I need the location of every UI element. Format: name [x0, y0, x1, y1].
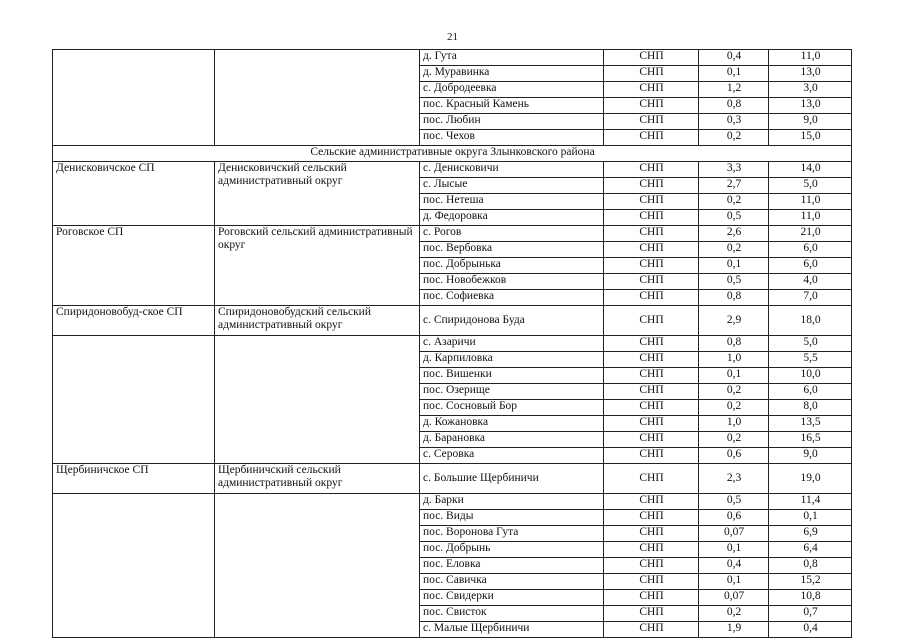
- settlement-name: пос. Чехов: [420, 130, 604, 146]
- settlement-name: с. Большие Щербиничи: [420, 464, 604, 494]
- settlement-type: СНП: [604, 274, 699, 290]
- settlement-type: СНП: [604, 50, 699, 66]
- settlement-type: СНП: [604, 574, 699, 590]
- value-2: 11,0: [769, 210, 852, 226]
- value-2: 14,0: [769, 162, 852, 178]
- settlement-type: СНП: [604, 526, 699, 542]
- settlements-table: [52, 49, 852, 638]
- table-row: [53, 336, 852, 352]
- value-2: 6,4: [769, 542, 852, 558]
- value-1: 0,8: [699, 336, 769, 352]
- value-1: 0,5: [699, 210, 769, 226]
- value-2: 5,0: [769, 178, 852, 194]
- value-1: 0,2: [699, 242, 769, 258]
- value-1: 0,4: [699, 50, 769, 66]
- value-2: 0,8: [769, 558, 852, 574]
- table-row: [53, 494, 852, 510]
- value-1: 0,1: [699, 66, 769, 82]
- value-2: 0,7: [769, 606, 852, 622]
- value-2: 11,4: [769, 494, 852, 510]
- value-2: 0,1: [769, 510, 852, 526]
- value-2: 6,0: [769, 242, 852, 258]
- settlement-name: пос. Виды: [420, 510, 604, 526]
- settlement-type: СНП: [604, 66, 699, 82]
- settlement-name: пос. Нетеша: [420, 194, 604, 210]
- settlement-name: пос. Вербовка: [420, 242, 604, 258]
- settlement-type: СНП: [604, 590, 699, 606]
- settlement-type: СНП: [604, 336, 699, 352]
- value-2: 13,5: [769, 416, 852, 432]
- settlement-type: СНП: [604, 494, 699, 510]
- settlement-unit-empty: [53, 336, 215, 464]
- settlement-type: СНП: [604, 210, 699, 226]
- settlement-name: пос. Еловка: [420, 558, 604, 574]
- value-1: 0,5: [699, 274, 769, 290]
- district-empty: [215, 50, 420, 146]
- value-2: 8,0: [769, 400, 852, 416]
- value-1: 1,9: [699, 622, 769, 638]
- value-1: 1,2: [699, 82, 769, 98]
- settlement-name: пос. Добрынь: [420, 542, 604, 558]
- settlement-unit: Денисковичское СП: [53, 162, 215, 226]
- value-1: 0,4: [699, 558, 769, 574]
- settlement-type: СНП: [604, 448, 699, 464]
- section-row: [53, 146, 852, 162]
- value-1: 0,1: [699, 574, 769, 590]
- district: Щербиничский сельский административный округ: [215, 464, 420, 494]
- settlement-name: пос. Савичка: [420, 574, 604, 590]
- value-1: 0,5: [699, 494, 769, 510]
- value-1: 2,3: [699, 464, 769, 494]
- value-1: 0,1: [699, 368, 769, 384]
- settlement-name: пос. Воронова Гута: [420, 526, 604, 542]
- settlement-name: д. Барановка: [420, 432, 604, 448]
- value-1: 0,1: [699, 542, 769, 558]
- section-heading: Сельские административные округа Злынковского района: [53, 146, 852, 162]
- value-1: 0,2: [699, 194, 769, 210]
- value-2: 10,0: [769, 368, 852, 384]
- value-1: 0,2: [699, 400, 769, 416]
- settlement-type: СНП: [604, 178, 699, 194]
- value-2: 6,9: [769, 526, 852, 542]
- value-2: 4,0: [769, 274, 852, 290]
- settlement-type: СНП: [604, 542, 699, 558]
- value-1: 0,2: [699, 130, 769, 146]
- page-number: 21: [447, 31, 458, 43]
- value-2: 9,0: [769, 448, 852, 464]
- value-2: 5,5: [769, 352, 852, 368]
- table-row: [53, 226, 852, 242]
- value-2: 3,0: [769, 82, 852, 98]
- settlement-type: СНП: [604, 558, 699, 574]
- settlement-type: СНП: [604, 114, 699, 130]
- table-row: [53, 162, 852, 178]
- value-2: 6,0: [769, 258, 852, 274]
- value-1: 1,0: [699, 416, 769, 432]
- value-1: 2,7: [699, 178, 769, 194]
- value-2: 13,0: [769, 66, 852, 82]
- settlement-type: СНП: [604, 464, 699, 494]
- value-1: 0,2: [699, 384, 769, 400]
- settlement-type: СНП: [604, 606, 699, 622]
- settlement-name: д. Гута: [420, 50, 604, 66]
- table-row: [53, 306, 852, 336]
- settlement-type: СНП: [604, 622, 699, 638]
- settlement-name: пос. Сосновый Бор: [420, 400, 604, 416]
- settlement-name: пос. Софиевка: [420, 290, 604, 306]
- value-1: 3,3: [699, 162, 769, 178]
- settlement-name: с. Денисковичи: [420, 162, 604, 178]
- value-1: 0,6: [699, 448, 769, 464]
- settlement-name: пос. Свисток: [420, 606, 604, 622]
- settlement-name: с. Добродеевка: [420, 82, 604, 98]
- value-2: 15,0: [769, 130, 852, 146]
- settlement-name: пос. Красный Камень: [420, 98, 604, 114]
- value-2: 10,8: [769, 590, 852, 606]
- settlement-type: СНП: [604, 368, 699, 384]
- settlement-type: СНП: [604, 194, 699, 210]
- value-1: 2,6: [699, 226, 769, 242]
- value-2: 6,0: [769, 384, 852, 400]
- settlement-name: пос. Новобежков: [420, 274, 604, 290]
- value-2: 18,0: [769, 306, 852, 336]
- settlement-name: д. Карпиловка: [420, 352, 604, 368]
- value-2: 11,0: [769, 194, 852, 210]
- district: Спиридоновобудский сельский административный округ: [215, 306, 420, 336]
- value-1: 1,0: [699, 352, 769, 368]
- value-2: 5,0: [769, 336, 852, 352]
- settlement-type: СНП: [604, 400, 699, 416]
- settlement-name: пос. Любин: [420, 114, 604, 130]
- settlement-unit: Роговское СП: [53, 226, 215, 306]
- value-2: 16,5: [769, 432, 852, 448]
- district: Роговский сельский административный округ: [215, 226, 420, 306]
- settlement-name: пос. Добрынька: [420, 258, 604, 274]
- settlement-type: СНП: [604, 432, 699, 448]
- settlement-unit: Спиридоновобуд-ское СП: [53, 306, 215, 336]
- value-1: 0,2: [699, 432, 769, 448]
- settlement-type: СНП: [604, 306, 699, 336]
- value-1: 0,1: [699, 258, 769, 274]
- settlement-type: СНП: [604, 290, 699, 306]
- settlement-type: СНП: [604, 416, 699, 432]
- settlement-name: с. Азаричи: [420, 336, 604, 352]
- settlement-type: СНП: [604, 162, 699, 178]
- district: Денисковичский сельский административный округ: [215, 162, 420, 226]
- settlement-name: с. Серовка: [420, 448, 604, 464]
- district-empty: [215, 336, 420, 464]
- value-2: 7,0: [769, 290, 852, 306]
- value-2: 11,0: [769, 50, 852, 66]
- settlement-name: д. Кожановка: [420, 416, 604, 432]
- value-1: 0,3: [699, 114, 769, 130]
- table-row: [53, 50, 852, 66]
- settlement-type: СНП: [604, 510, 699, 526]
- value-1: 0,07: [699, 526, 769, 542]
- value-2: 15,2: [769, 574, 852, 590]
- settlement-name: с. Спиридонова Буда: [420, 306, 604, 336]
- value-1: 0,2: [699, 606, 769, 622]
- settlement-name: д. Барки: [420, 494, 604, 510]
- value-1: 0,07: [699, 590, 769, 606]
- settlement-type: СНП: [604, 82, 699, 98]
- value-1: 0,8: [699, 98, 769, 114]
- value-2: 13,0: [769, 98, 852, 114]
- settlement-name: пос. Вишенки: [420, 368, 604, 384]
- value-1: 2,9: [699, 306, 769, 336]
- value-1: 0,8: [699, 290, 769, 306]
- settlement-type: СНП: [604, 352, 699, 368]
- settlement-name: пос. Озерище: [420, 384, 604, 400]
- settlement-name: д. Федоровка: [420, 210, 604, 226]
- settlement-unit-empty: [53, 50, 215, 146]
- value-2: 21,0: [769, 226, 852, 242]
- settlement-type: СНП: [604, 242, 699, 258]
- settlement-unit: Щербиничское СП: [53, 464, 215, 494]
- settlement-name: с. Рогов: [420, 226, 604, 242]
- district-empty: [215, 494, 420, 638]
- settlement-name: с. Малые Щербиничи: [420, 622, 604, 638]
- settlements-table-body: [53, 50, 852, 638]
- settlement-type: СНП: [604, 226, 699, 242]
- settlement-type: СНП: [604, 98, 699, 114]
- settlement-unit-empty: [53, 494, 215, 638]
- value-2: 19,0: [769, 464, 852, 494]
- value-2: 0,4: [769, 622, 852, 638]
- value-1: 0,6: [699, 510, 769, 526]
- settlement-name: с. Лысые: [420, 178, 604, 194]
- settlement-name: д. Муравинка: [420, 66, 604, 82]
- settlement-type: СНП: [604, 384, 699, 400]
- settlement-type: СНП: [604, 130, 699, 146]
- settlement-type: СНП: [604, 258, 699, 274]
- value-2: 9,0: [769, 114, 852, 130]
- settlement-name: пос. Свидерки: [420, 590, 604, 606]
- table-row: [53, 464, 852, 494]
